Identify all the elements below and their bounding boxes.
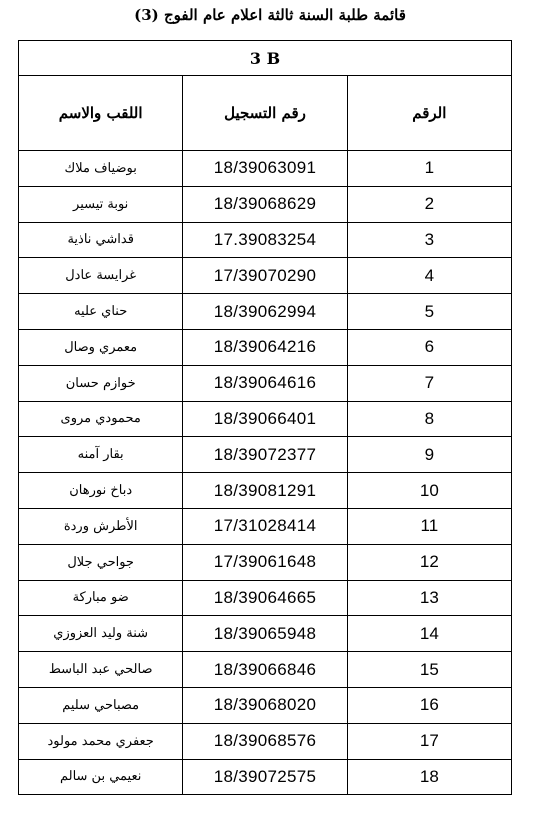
row-name: جواحي جلال [19,544,183,580]
row-registration: 18/39072377 [183,437,347,473]
row-registration: 18/39068576 [183,723,347,759]
row-registration: 17.39083254 [183,222,347,258]
row-number: 18 [347,759,511,795]
row-registration: 18/39063091 [183,151,347,187]
row-registration: 18/39062994 [183,294,347,330]
row-number: 15 [347,652,511,688]
student-list-table [18,40,512,795]
table-row [19,652,512,688]
row-number: 3 [347,222,511,258]
table-row [19,723,512,759]
table-header-row [19,76,512,151]
table-row [19,294,512,330]
row-name: معمري وصال [19,329,183,365]
row-registration: 18/39066401 [183,401,347,437]
row-number: 9 [347,437,511,473]
row-number: 6 [347,329,511,365]
row-name: حناي عليه [19,294,183,330]
table-row [19,759,512,795]
row-number: 11 [347,508,511,544]
row-number: 14 [347,616,511,652]
row-registration: 18/39065948 [183,616,347,652]
row-registration: 18/39081291 [183,473,347,509]
row-name: صالحي عبد الباسط [19,652,183,688]
row-name: نوبة تيسير [19,186,183,222]
row-name: مصباحي سليم [19,687,183,723]
row-registration: 18/39068020 [183,687,347,723]
row-registration: 18/39064216 [183,329,347,365]
row-registration: 18/39068629 [183,186,347,222]
row-registration: 18/39072575 [183,759,347,795]
group-label: 3 B [19,41,512,76]
row-number: 1 [347,151,511,187]
row-name: بقار آمنه [19,437,183,473]
row-registration: 17/39061648 [183,544,347,580]
row-registration: 18/39064616 [183,365,347,401]
table-row [19,437,512,473]
table-row [19,222,512,258]
row-name: خوازم حسان [19,365,183,401]
row-number: 13 [347,580,511,616]
row-number: 10 [347,473,511,509]
table-row [19,616,512,652]
table-row [19,473,512,509]
table-row [19,544,512,580]
row-number: 16 [347,687,511,723]
row-registration: 18/39066846 [183,652,347,688]
column-header-number: الرقم [347,76,511,151]
document-title: قائمة طلبة السنة ثالثة اعلام عام الفوج (3) [134,6,406,24]
table-row [19,687,512,723]
row-number: 5 [347,294,511,330]
table-row [19,151,512,187]
row-registration: 18/39064665 [183,580,347,616]
row-number: 2 [347,186,511,222]
table-row [19,580,512,616]
row-number: 4 [347,258,511,294]
table-row [19,508,512,544]
row-registration: 17/39070290 [183,258,347,294]
row-number: 8 [347,401,511,437]
row-name: جعفري محمد مولود [19,723,183,759]
column-header-registration: رقم التسجيل [183,76,347,151]
row-number: 12 [347,544,511,580]
row-name: شنة وليد العزوزي [19,616,183,652]
row-name: غرايسة عادل [19,258,183,294]
row-name: قداشي ناذية [19,222,183,258]
row-name: نعيمي بن سالم [19,759,183,795]
row-name: بوضياف ملاك [19,151,183,187]
table-row [19,186,512,222]
row-number: 7 [347,365,511,401]
table-row [19,365,512,401]
table-row [19,258,512,294]
row-name: محمودي مروى [19,401,183,437]
row-name: ضو مباركة [19,580,183,616]
group-row [19,41,512,76]
row-number: 17 [347,723,511,759]
table-row [19,329,512,365]
column-header-name: اللقب والاسم [19,76,183,151]
row-registration: 17/31028414 [183,508,347,544]
table-row [19,401,512,437]
row-name: دباخ نورهان [19,473,183,509]
row-name: الأطرش وردة [19,508,183,544]
